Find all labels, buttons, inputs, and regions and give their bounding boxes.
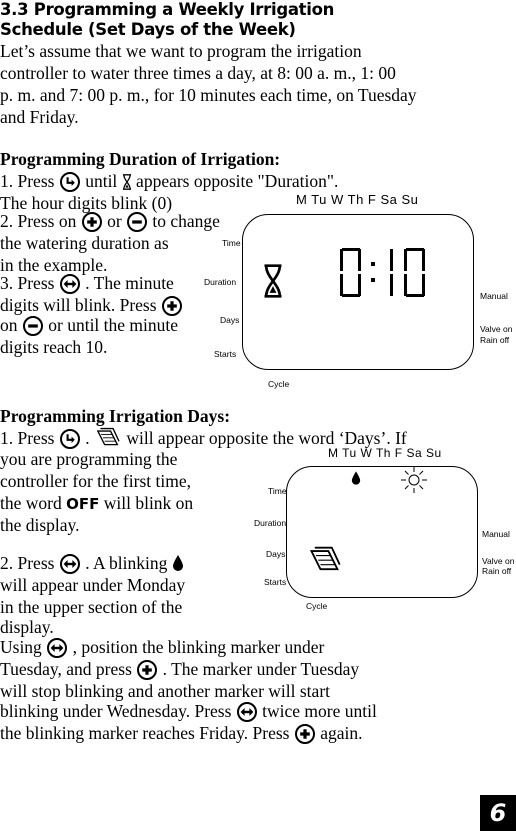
- label-valve-on: Valve on: [480, 324, 513, 334]
- duration-readout: [338, 248, 438, 298]
- duration-step2-line3: in the example.: [0, 255, 108, 275]
- plus-button: [82, 212, 102, 232]
- days-step2-line3: in the upper section of the: [0, 597, 183, 617]
- label-rain-off: Rain off: [480, 335, 510, 345]
- duration-step2-press: 2. Press on: [0, 211, 77, 231]
- left-right-arrow-button: [60, 274, 80, 294]
- minus-button: [127, 212, 147, 232]
- days-step1-appear: will appear opposite the word ‘Days’. If: [126, 428, 407, 448]
- days-para-twice: twice more until: [262, 701, 377, 721]
- left-right-arrow-button: [47, 638, 67, 658]
- days-step2: [0, 552, 184, 574]
- days-step1-line3: controller for the first time,: [0, 471, 191, 491]
- days-step2-line2: will appear under Monday: [0, 575, 186, 595]
- duration-step3-on: on: [0, 315, 18, 335]
- intro-line4: and Friday.: [0, 107, 79, 127]
- days-step2-line4: display.: [0, 617, 54, 637]
- days-para-tuesday: Tuesday, and press: [0, 659, 132, 679]
- duration-step3-line2: [0, 294, 183, 316]
- duration-step2-change: to change: [152, 211, 220, 231]
- left-right-arrow-button: [60, 554, 80, 574]
- duration-step2-or: or: [107, 211, 122, 231]
- duration-step3-press: 3. Press: [0, 273, 55, 293]
- hourglass-icon: [262, 264, 284, 298]
- label-days: Days: [266, 549, 286, 559]
- duration-heading: Programming Duration of Irrigation:: [0, 149, 281, 169]
- duration-step1-until: until: [85, 171, 118, 191]
- duration-step3-minute: . The minute: [85, 273, 174, 293]
- label-valve-on: Valve on: [482, 556, 515, 566]
- days-step1-dot: .: [85, 428, 90, 448]
- days-step1-word: the word: [0, 493, 62, 513]
- label-cycle: Cycle: [268, 379, 290, 389]
- days-para-position: , position the blinking marker under: [72, 637, 325, 657]
- days-step1-line5: the display.: [0, 515, 80, 535]
- calendar-days-icon: [94, 426, 122, 448]
- days-step2-press: 2. Press: [0, 553, 55, 573]
- lcd-frame: [286, 466, 478, 598]
- next-arrow-button: [60, 172, 80, 192]
- off-word: OFF: [66, 495, 100, 513]
- days-step2-blinking: . A blinking: [85, 553, 168, 573]
- duration-step1-appears: appears opposite "Duration".: [136, 171, 339, 191]
- label-starts: Starts: [214, 349, 237, 359]
- label-cycle: Cycle: [306, 601, 328, 611]
- next-arrow-button: [60, 429, 80, 449]
- days-para-line3: will stop blinking and another marker will start: [0, 681, 331, 701]
- minus-button: [23, 316, 43, 336]
- intro-line3: p. m. and 7: 00 p. m., for 10 minutes each time, on Tuesday: [0, 85, 417, 105]
- section-title-line1: 3.3 Programming a Weekly Irrigation: [0, 0, 335, 19]
- label-days: Days: [220, 315, 240, 325]
- days-step1-line2: you are programming the: [0, 449, 178, 469]
- duration-step1-hour: The hour digits blink (0): [0, 193, 173, 213]
- duration-step3-line3: [0, 314, 178, 336]
- days-step1-line4: [0, 492, 193, 515]
- weekday-row: M Tu W Th F Sa Su: [328, 446, 442, 460]
- duration-step3-line4: digits reach 10.: [0, 337, 108, 357]
- water-drop-icon: [351, 470, 361, 486]
- intro-line2: controller to water three times a day, at 8: 00 a. m., 1: 00: [0, 63, 396, 83]
- duration-step1-press: 1. Press: [0, 171, 55, 191]
- duration-step1: [0, 170, 338, 192]
- intro-line1: Let’s assume that we want to program the irrigation: [0, 41, 362, 61]
- label-duration: Duration: [254, 518, 287, 528]
- label-duration: Duration: [204, 277, 237, 287]
- days-heading: Programming Irrigation Days:: [0, 406, 231, 426]
- controller-display-duration: [198, 192, 516, 392]
- days-para-line2: [0, 658, 359, 680]
- days-para-again: again.: [320, 723, 363, 743]
- duration-step2-line2: the watering duration as: [0, 233, 169, 253]
- duration-step3-blink: digits will blink. Press: [0, 295, 157, 315]
- water-drop-icon: [172, 553, 184, 573]
- controller-display-days: [250, 446, 516, 616]
- sun-icon: [400, 466, 428, 494]
- days-para-friday: the blinking marker reaches Friday. Press: [0, 723, 290, 743]
- days-para-wednesday: blinking under Wednesday. Press: [0, 701, 232, 721]
- label-rain-off: Rain off: [482, 566, 512, 576]
- page-number: 6: [480, 795, 516, 831]
- plus-button: [295, 724, 315, 744]
- label-manual: Manual: [480, 291, 508, 301]
- days-para-line4: [0, 700, 377, 722]
- label-manual: Manual: [482, 529, 510, 539]
- days-step1-blink: will blink on: [103, 493, 194, 513]
- duration-step3-until: or until the minute: [48, 315, 179, 335]
- days-para-line1: [0, 636, 324, 658]
- label-time: Time: [222, 238, 241, 248]
- hourglass-icon: [122, 174, 132, 190]
- left-right-arrow-button: [237, 702, 257, 722]
- plus-button: [162, 296, 182, 316]
- calendar-days-icon: [308, 544, 342, 574]
- days-step1-press: 1. Press: [0, 428, 55, 448]
- section-title-line2: Schedule (Set Days of the Week): [0, 20, 296, 39]
- duration-step2: [0, 210, 220, 232]
- weekday-row: M Tu W Th F Sa Su: [296, 192, 419, 207]
- duration-step3: [0, 272, 174, 294]
- days-para-line5: [0, 722, 363, 744]
- plus-button: [137, 660, 157, 680]
- label-time: Time: [268, 486, 287, 496]
- label-starts: Starts: [264, 577, 287, 587]
- days-para-using: Using: [0, 637, 42, 657]
- days-para-marker: . The marker under Tuesday: [162, 659, 360, 679]
